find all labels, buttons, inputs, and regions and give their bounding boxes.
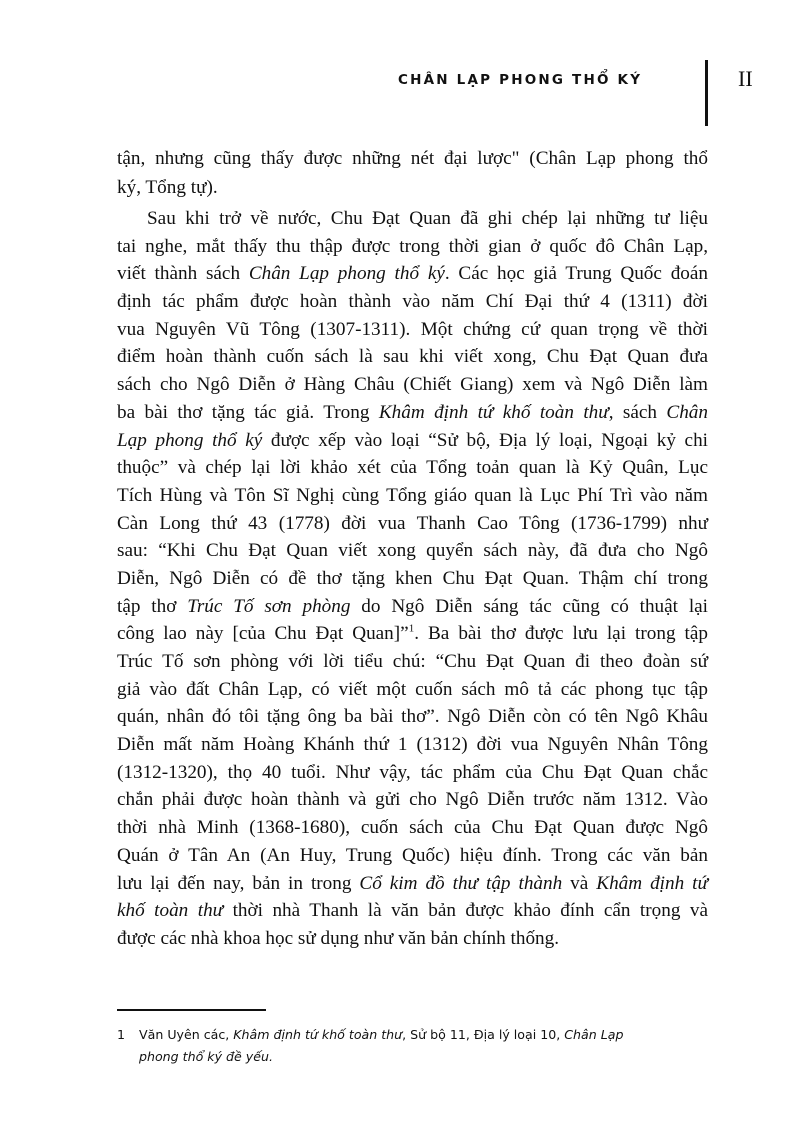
text-line xyxy=(117,925,708,953)
italic-title: Khâm định tứ xyxy=(596,872,708,894)
text-run: vua Nguyên Vũ Tông (1307-1311). Một chứng cứ quan trọng về thời xyxy=(117,318,708,340)
text-run: Diễn mất năm Hoàng Khánh thứ 1 (1312) đời vua Nguyên Nhân Tông xyxy=(117,734,708,756)
text-run: Càn Long thứ 43 (1778) đời vua Thanh Cao Tông (1736-1799) như xyxy=(117,512,708,534)
running-title: CHÂN LẠP PHONG THỔ KÝ xyxy=(398,72,643,88)
text-run: Diễn, Ngô Diễn có đề thơ tặng khen Chu Đạt Quan. Thậm chí trong xyxy=(117,567,708,589)
text-run: tận, nhưng cũng thấy được những nét đại lược" (Chân Lạp phong thổ xyxy=(117,148,708,169)
text-line xyxy=(117,144,708,173)
text-line xyxy=(117,288,708,316)
text-line xyxy=(117,510,708,538)
text-line xyxy=(117,565,708,593)
text-run: lưu lại đến nay, bản in trong xyxy=(117,872,360,894)
text-run: Quán ở Tân An (An Huy, Trung Quốc) hiệu đính. Trong các văn bản xyxy=(117,844,708,866)
text-run: Tích Hùng và Tôn Sĩ Nghị cùng Tổng giáo quan là Lục Phí Trì vào năm xyxy=(117,484,708,506)
paragraph xyxy=(117,144,708,202)
footnote-line xyxy=(117,1024,709,1046)
italic-title: khố toàn thư xyxy=(117,900,224,922)
text-run: và xyxy=(562,872,597,894)
footnote-line xyxy=(117,1046,709,1068)
footnote-number: 1 xyxy=(117,1027,126,1042)
text-run: thuộc” và chép lại lời khảo xét của Tổng toản quan là Kỷ Quân, Lục xyxy=(117,457,708,479)
text-run: (1312-1320), thọ 40 tuổi. Như vậy, tác phẩm của Chu Đạt Quan chắc xyxy=(117,761,708,783)
text-line xyxy=(117,233,708,261)
text-run: công lao này [của Chu Đạt Quan]” xyxy=(117,623,409,645)
text-run: giả vào đất Chân Lạp, có viết một cuốn sách mô tả các phong tục tập xyxy=(117,678,708,700)
text-line xyxy=(117,537,708,565)
text-line xyxy=(117,676,708,704)
text-line xyxy=(117,399,708,427)
text-run: , sách xyxy=(608,401,667,423)
text-line xyxy=(117,842,708,870)
italic-title: Chân Lạp xyxy=(564,1027,624,1042)
italic-title: Cổ kim đồ thư tập thành xyxy=(359,872,563,894)
text-run: , Sử bộ 11, Địa lý loại 10, xyxy=(402,1027,565,1042)
text-line xyxy=(117,205,708,233)
text-run: Trúc Tố sơn phòng với lời tiểu chú: “Chu Đạt Quan đi theo đoàn sứ xyxy=(117,651,708,672)
text-line xyxy=(117,260,708,288)
text-run: Văn Uyên các, xyxy=(139,1027,234,1042)
text-run: do Ngô Diễn sáng tác cũng có thuật lại xyxy=(350,595,709,617)
text-line xyxy=(117,648,708,676)
text-run: thời nhà Thanh là văn bản được khảo đính cẩn trọng và xyxy=(223,900,708,922)
italic-title: Trúc Tố sơn phòng xyxy=(187,595,351,617)
text-line xyxy=(117,371,708,399)
text-line xyxy=(117,786,708,814)
paragraph xyxy=(117,205,708,953)
italic-title: Lạp phong thổ ký xyxy=(117,429,263,451)
text-run: thời nhà Minh (1368-1680), cuốn sách của Chu Đạt Quan được Ngô xyxy=(117,817,708,839)
text-run: được xếp vào loại “Sử bộ, Địa lý loại, Ngoại kỷ chi xyxy=(262,429,708,451)
text-line xyxy=(117,173,708,202)
footnote-divider xyxy=(117,1009,266,1011)
text-run: viết thành sách xyxy=(117,263,249,285)
italic-title: Khâm định tứ khố toàn thư xyxy=(378,401,609,423)
footnote-reference[interactable]: 1 xyxy=(408,622,415,635)
text-line xyxy=(117,814,708,842)
text-line xyxy=(117,482,708,510)
text-line xyxy=(117,316,708,344)
text-line xyxy=(117,731,708,759)
text-line xyxy=(117,759,708,787)
text-line xyxy=(117,897,708,925)
text-line xyxy=(117,427,708,455)
text-run: ký, Tổng tự). xyxy=(117,177,218,198)
text-line xyxy=(117,620,708,648)
text-run: ba bài thơ tặng tác giả. Trong xyxy=(117,401,379,423)
text-run: sách cho Ngô Diễn ở Hàng Châu (Chiết Giang) xem và Ngô Diễn làm xyxy=(117,374,708,396)
text-line xyxy=(117,703,708,731)
text-run: được các nhà khoa học sử dụng như văn bản chính thống. xyxy=(117,927,560,949)
text-run: tập thơ xyxy=(117,595,188,617)
text-run: chắn phải được hoàn thành và gửi cho Ngô Diễn trước năm 1312. Vào xyxy=(117,789,708,811)
header-divider xyxy=(705,60,708,126)
text-line xyxy=(117,870,708,898)
text-run: . Ba bài thơ được lưu lại trong tập xyxy=(414,623,708,645)
italic-title: phong thổ ký đề yếu. xyxy=(139,1049,273,1064)
italic-title: Chân xyxy=(666,401,708,423)
text-line xyxy=(117,343,708,371)
text-run: Sau khi trở về nước, Chu Đạt Quan đã ghi chép lại những tư liệu xyxy=(147,208,708,229)
text-run: . Các học giả Trung Quốc đoán xyxy=(444,263,708,285)
text-line xyxy=(117,454,708,482)
text-line xyxy=(117,593,708,621)
text-run: quán, nhân đó tôi tặng ông ba bài thơ”. Ngô Diễn còn có tên Ngô Khâu xyxy=(117,706,708,728)
text-run: định tác phẩm được hoàn thành vào năm Chí Đại thứ 4 (1311) đời xyxy=(117,291,708,313)
italic-title: Khâm định tứ khố toàn thư xyxy=(233,1027,403,1042)
text-run: tai nghe, mắt thấy thu thập được trong thời gian ở quốc đô Chân Lạp, xyxy=(117,235,708,257)
footnote xyxy=(117,1024,709,1068)
body-text xyxy=(117,144,708,953)
text-run: sau: “Khi Chu Đạt Quan viết xong quyển sách này, đã đưa cho Ngô xyxy=(117,540,708,562)
page-number: II xyxy=(738,66,753,91)
italic-title: Chân Lạp phong thổ ký xyxy=(248,263,445,285)
text-run: điểm hoàn thành cuốn sách là sau khi viết xong, Chu Đạt Quan đưa xyxy=(117,346,708,368)
